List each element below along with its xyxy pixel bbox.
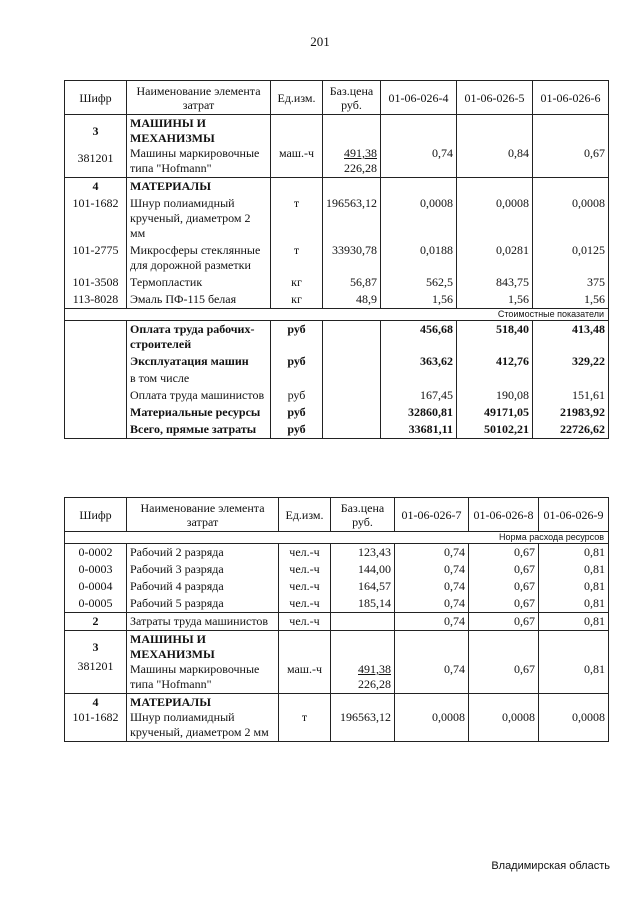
machine-name: Машины маркировочные типа "Hofmann": [130, 662, 260, 691]
summary-v2: 518,40: [457, 321, 533, 354]
empty-cell: [65, 421, 127, 439]
summary-v3: 413,48: [533, 321, 609, 354]
summary-v3: 329,22: [533, 353, 609, 370]
material-v1: 0,0188: [381, 242, 457, 274]
summary-v2: 412,76: [457, 353, 533, 370]
empty-cell: [323, 370, 381, 387]
machine-price-2: 226,28: [344, 161, 377, 175]
materials-header-row: [65, 178, 609, 196]
material-v3: 0,0125: [533, 242, 609, 274]
material-price: 33930,78: [323, 242, 381, 274]
worker-name: Рабочий 5 разряда: [127, 595, 279, 613]
section-code: [65, 115, 127, 178]
material-v3: 0,0008: [533, 195, 609, 242]
material-v3-cell: [539, 694, 609, 742]
section-row: [65, 115, 609, 178]
operators-name: Затраты труда машинистов: [127, 613, 279, 631]
machine-price-1: 491,38: [344, 146, 377, 160]
worker-v3: 0,81: [539, 561, 609, 578]
materials-section-title: МАТЕРИАЛЫ: [127, 178, 271, 196]
header-col-1: 01-06-026-7: [395, 498, 469, 532]
header-code: Шифр: [65, 81, 127, 115]
worker-code: 0-0005: [65, 595, 127, 613]
empty-cell: [65, 370, 127, 387]
machine-v1-cell: [381, 115, 457, 178]
summary-row: [65, 421, 609, 439]
summary-row: [65, 404, 609, 421]
table-header-row: [65, 498, 609, 532]
empty-cell: [271, 370, 323, 387]
machine-unit: маш.-ч: [278, 146, 315, 160]
summary-v3: 22726,62: [533, 421, 609, 439]
header-name: Наименование элемента затрат: [127, 498, 279, 532]
section-code-text: 3: [92, 640, 99, 654]
empty-cell: [457, 370, 533, 387]
machine-code: 381201: [77, 659, 114, 673]
machine-unit-cell: [279, 631, 331, 694]
operators-v3: 0,81: [539, 613, 609, 631]
footer-region: Владимирская область: [491, 860, 610, 872]
worker-v2: 0,67: [469, 544, 539, 562]
material-code: 101-3508: [65, 274, 127, 291]
machine-v1: 0,74: [444, 662, 465, 676]
section-code: [65, 631, 127, 694]
worker-v1: 0,74: [395, 561, 469, 578]
summary-v2: 49171,05: [457, 404, 533, 421]
operators-unit: чел.-ч: [279, 613, 331, 631]
material-v2: 0,0281: [457, 242, 533, 274]
material-v1: 0,0008: [381, 195, 457, 242]
worker-unit: чел.-ч: [279, 578, 331, 595]
header-col-3: 01-06-026-6: [533, 81, 609, 115]
material-unit: кг: [271, 274, 323, 291]
summary-v1: 32860,81: [381, 404, 457, 421]
summary-row: [65, 370, 609, 387]
summary-v2: 190,08: [457, 387, 533, 404]
worker-v2: 0,67: [469, 561, 539, 578]
header-unit: Ед.изм.: [271, 81, 323, 115]
material-v1: 562,5: [381, 274, 457, 291]
material-price: 196563,12: [323, 195, 381, 242]
empty-cell: [457, 178, 533, 196]
machine-code: 381201: [77, 151, 114, 165]
cost-band-label: Стоимостные показатели: [65, 309, 609, 321]
machine-v3-cell: [533, 115, 609, 178]
machine-v2-cell: [469, 631, 539, 694]
summary-name: Эксплуатация машин: [127, 353, 271, 370]
material-v2: 0,0008: [502, 710, 535, 724]
table-row: [65, 242, 609, 274]
summary-v3: 21983,92: [533, 404, 609, 421]
material-v3: 375: [533, 274, 609, 291]
machine-v2-cell: [457, 115, 533, 178]
empty-cell: [323, 353, 381, 370]
page-number: 201: [310, 34, 330, 49]
summary-v3: 151,61: [533, 387, 609, 404]
header-price: Баз.цена руб.: [331, 498, 395, 532]
empty-cell: [323, 421, 381, 439]
table-row: [65, 195, 609, 242]
table-header-row: [65, 81, 609, 115]
material-unit: т: [271, 242, 323, 274]
summary-row: [65, 321, 609, 354]
material-v2: 1,56: [457, 291, 533, 309]
worker-price: 185,14: [331, 595, 395, 613]
worker-v3: 0,81: [539, 595, 609, 613]
summary-name: Оплата труда рабочих-строителей: [127, 321, 271, 354]
empty-cell: [323, 404, 381, 421]
summary-unit: руб: [271, 387, 323, 404]
material-unit: т: [301, 710, 308, 724]
machine-v1-cell: [395, 631, 469, 694]
header-name: Наименование элемента затрат: [127, 81, 271, 115]
summary-v2: 50102,21: [457, 421, 533, 439]
empty-cell: [65, 387, 127, 404]
operators-row: [65, 613, 609, 631]
worker-unit: чел.-ч: [279, 595, 331, 613]
worker-name: Рабочий 4 разряда: [127, 578, 279, 595]
empty-cell: [323, 178, 381, 196]
section-code-text: 3: [92, 124, 99, 138]
norms-table-2: [64, 497, 609, 742]
empty-cell: [65, 404, 127, 421]
material-unit: кг: [271, 291, 323, 309]
norm-band-row: [65, 532, 609, 544]
material-v2: 843,75: [457, 274, 533, 291]
material-v1: 0,0008: [432, 710, 465, 724]
worker-code: 0-0004: [65, 578, 127, 595]
material-code: 101-1682: [65, 195, 127, 242]
material-v3: 0,0008: [572, 710, 605, 724]
material-v1-cell: [395, 694, 469, 742]
empty-cell: [271, 178, 323, 196]
worker-code: 0-0002: [65, 544, 127, 562]
material-unit: т: [271, 195, 323, 242]
worker-v3: 0,81: [539, 544, 609, 562]
material-price-cell: [331, 694, 395, 742]
empty-cell: [533, 178, 609, 196]
worker-v1: 0,74: [395, 595, 469, 613]
header-code: Шифр: [65, 498, 127, 532]
summary-name: Материальные ресурсы: [127, 404, 271, 421]
worker-price: 164,57: [331, 578, 395, 595]
header-price: Баз.цена руб.: [323, 81, 381, 115]
material-v2: 0,0008: [457, 195, 533, 242]
worker-name: Рабочий 3 разряда: [127, 561, 279, 578]
operators-code: 2: [65, 613, 127, 631]
material-code: 101-2775: [65, 242, 127, 274]
machine-name-cell: [127, 631, 279, 694]
norms-table-1: [64, 80, 609, 439]
summary-v1: 33681,11: [381, 421, 457, 439]
summary-unit: руб: [271, 353, 323, 370]
empty-cell: [331, 613, 395, 631]
material-name: Термопластик: [127, 274, 271, 291]
worker-price: 123,43: [331, 544, 395, 562]
worker-unit: чел.-ч: [279, 561, 331, 578]
summary-row: [65, 353, 609, 370]
machine-v3-cell: [539, 631, 609, 694]
machine-name: Машины маркировочные типа "Hofmann": [130, 146, 260, 175]
summary-name: Оплата труда машинистов: [127, 387, 271, 404]
table-row: [65, 544, 609, 562]
machine-unit: маш.-ч: [286, 662, 323, 676]
header-unit: Ед.изм.: [279, 498, 331, 532]
worker-v1: 0,74: [395, 578, 469, 595]
table-row: [65, 561, 609, 578]
empty-cell: [381, 178, 457, 196]
header-col-2: 01-06-026-5: [457, 81, 533, 115]
worker-name: Рабочий 2 разряда: [127, 544, 279, 562]
empty-cell: [323, 321, 381, 354]
machine-v1: 0,74: [432, 146, 453, 160]
table-row: [65, 291, 609, 309]
machine-price-1: 491,38: [358, 662, 391, 676]
summary-v1: 167,45: [381, 387, 457, 404]
empty-cell: [65, 321, 127, 354]
material-name: Шнур полиамидный крученый, диаметром 2 мм: [130, 710, 269, 739]
section-title: МАШИНЫ И МЕХАНИЗМЫ: [130, 632, 215, 661]
section-row: [65, 631, 609, 694]
header-col-3: 01-06-026-9: [539, 498, 609, 532]
summary-name: в том числе: [127, 370, 271, 387]
summary-v1: 456,68: [381, 321, 457, 354]
machine-v3: 0,81: [584, 662, 605, 676]
material-unit-cell: [279, 694, 331, 742]
norm-band-label: Норма расхода ресурсов: [65, 532, 609, 544]
materials-section-code: 4: [65, 178, 127, 196]
summary-unit: руб: [271, 321, 323, 354]
materials-section-code: 4: [92, 695, 99, 709]
material-name: Микросферы стеклянные для дорожной разметки: [127, 242, 271, 274]
worker-price: 144,00: [331, 561, 395, 578]
materials-code-cell: [65, 694, 127, 742]
machine-name-cell: [127, 115, 271, 178]
worker-unit: чел.-ч: [279, 544, 331, 562]
cost-band-row: [65, 309, 609, 321]
machine-v2: 0,67: [514, 662, 535, 676]
section-title: МАШИНЫ И МЕХАНИЗМЫ: [130, 116, 215, 145]
material-v1: 1,56: [381, 291, 457, 309]
materials-section-title: МАТЕРИАЛЫ: [130, 695, 211, 709]
operators-v2: 0,67: [469, 613, 539, 631]
material-price: 48,9: [323, 291, 381, 309]
header-col-1: 01-06-026-4: [381, 81, 457, 115]
material-code: 113-8028: [65, 291, 127, 309]
material-v3: 1,56: [533, 291, 609, 309]
summary-name: Всего, прямые затраты: [127, 421, 271, 439]
machine-price-cell: [331, 631, 395, 694]
machine-v3: 0,67: [584, 146, 605, 160]
summary-row: [65, 387, 609, 404]
summary-v1: 363,62: [381, 353, 457, 370]
machine-unit-cell: [271, 115, 323, 178]
worker-v3: 0,81: [539, 578, 609, 595]
summary-unit: руб: [271, 404, 323, 421]
worker-v2: 0,67: [469, 578, 539, 595]
machine-price-cell: [323, 115, 381, 178]
worker-v2: 0,67: [469, 595, 539, 613]
empty-cell: [381, 370, 457, 387]
empty-cell: [65, 353, 127, 370]
worker-code: 0-0003: [65, 561, 127, 578]
worker-v1: 0,74: [395, 544, 469, 562]
material-code: 101-1682: [72, 710, 119, 724]
material-name: Эмаль ПФ-115 белая: [127, 291, 271, 309]
header-col-2: 01-06-026-8: [469, 498, 539, 532]
table-row: [65, 595, 609, 613]
machine-v2: 0,84: [508, 146, 529, 160]
material-price: 56,87: [323, 274, 381, 291]
operators-v1: 0,74: [395, 613, 469, 631]
table-row: [65, 274, 609, 291]
table-row: [65, 578, 609, 595]
machine-price-2: 226,28: [358, 677, 391, 691]
material-name: Шнур полиамидный крученый, диаметром 2 мм: [127, 195, 271, 242]
material-v2-cell: [469, 694, 539, 742]
empty-cell: [323, 387, 381, 404]
summary-unit: руб: [271, 421, 323, 439]
material-price: 196563,12: [340, 710, 391, 724]
materials-row: [65, 694, 609, 742]
materials-name-cell: [127, 694, 279, 742]
empty-cell: [533, 370, 609, 387]
